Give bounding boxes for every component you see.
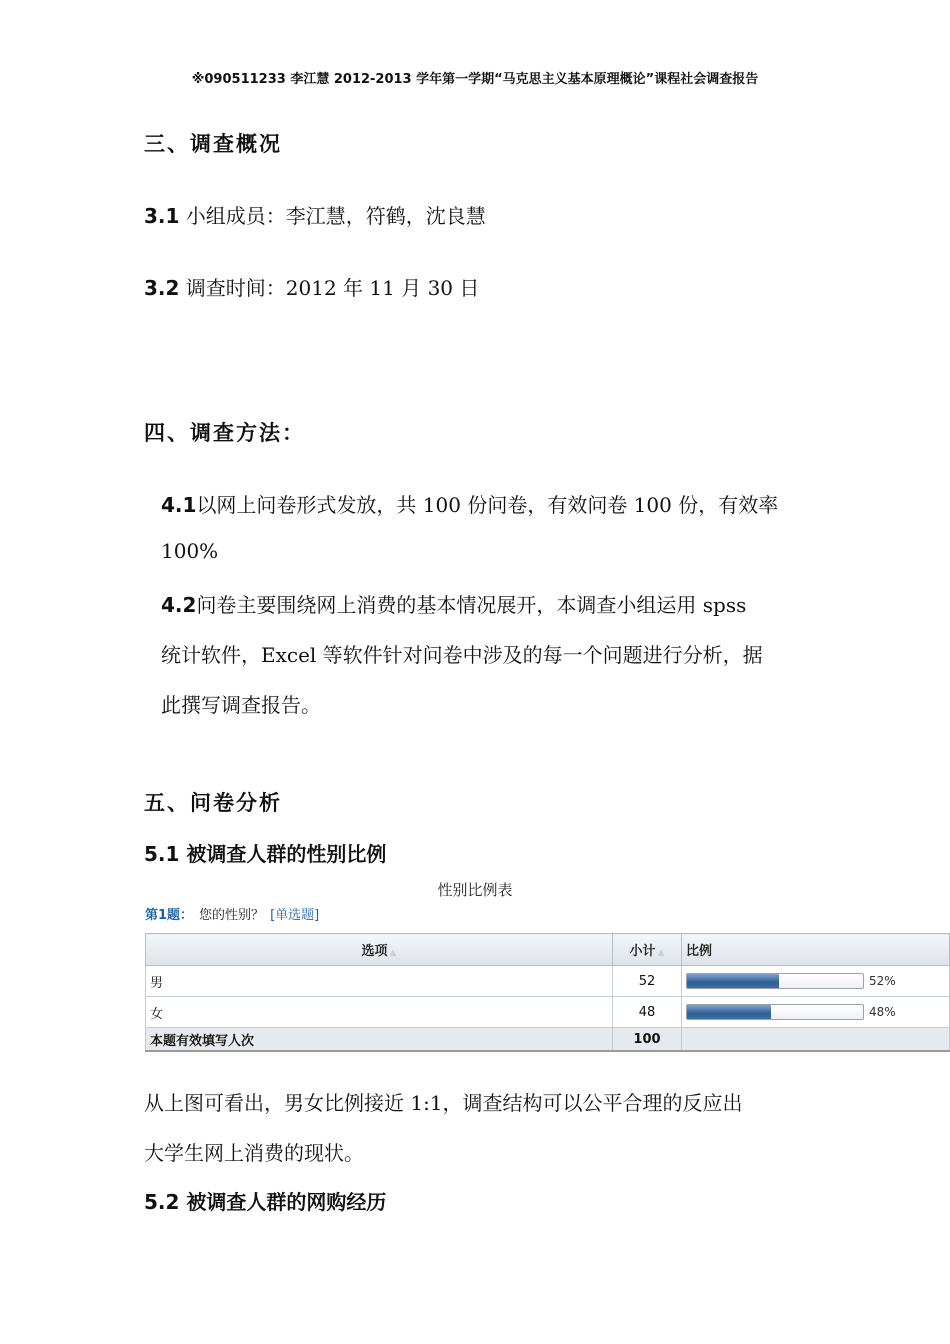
method-text: 以网上问卷形式发放，共 100 份问卷，有效问卷 100 份，有效率 [196, 493, 779, 517]
table-row [146, 966, 950, 997]
sort-icon: ▲ [657, 948, 665, 958]
members-text: 小组成员：李江慧，符鹤，沈良慧 [185, 204, 486, 228]
header-ratio: 比例 [682, 934, 950, 966]
progress-bar [686, 1004, 864, 1020]
header-count[interactable]: 小计 ▲ [613, 934, 682, 966]
gender-ratio-table [145, 933, 950, 1052]
question-number: 第1题： [145, 908, 194, 923]
question-text: 您的性别？ [199, 908, 265, 923]
option-count: 48 [613, 997, 682, 1028]
total-empty [682, 1028, 950, 1052]
conclusion-line2: 大学生网上消费的现状。 [144, 1141, 364, 1165]
table-row [146, 997, 950, 1028]
paragraph-4-1-line1 [161, 489, 778, 518]
table-caption: 性别比例表 [437, 881, 513, 899]
ratio-cell [682, 966, 950, 997]
section-5-title: 五、问卷分析 [144, 791, 282, 815]
subsection-5-2: 5.2 被调查人群的网购经历 [144, 1190, 387, 1214]
item-number: 3.1 [144, 204, 180, 228]
paragraph-3-1 [144, 200, 486, 229]
item-number: 4.2 [161, 593, 197, 617]
percent-label: 52% [869, 974, 896, 988]
question-type: [单选题] [270, 908, 320, 923]
question-line [145, 904, 319, 923]
conclusion-line1: 从上图可看出，男女比例接近 1:1，调查结构可以公平合理的反应出 [144, 1091, 743, 1115]
progress-bar [686, 973, 864, 989]
paragraph-4-1-line2: 100% [161, 539, 219, 563]
option-label: 男 [146, 966, 613, 997]
paragraph-4-2-line1 [161, 589, 746, 618]
header-option[interactable]: 选项 ▲ [146, 934, 613, 966]
analysis-text: 问卷主要围绕网上消费的基本情况展开，本调查小组运用 spss [196, 593, 747, 617]
option-label: 女 [146, 997, 613, 1028]
progress-fill [687, 974, 779, 988]
section-3-title: 三、调查概况 [144, 132, 282, 156]
option-count: 52 [613, 966, 682, 997]
percent-label: 48% [869, 1005, 896, 1019]
total-label: 本题有效填写人次 [146, 1028, 613, 1052]
subsection-5-1: 5.1 被调查人群的性别比例 [144, 842, 387, 866]
section-4-title: 四、调查方法： [144, 421, 305, 445]
table-total-row [146, 1028, 950, 1052]
date-text: 调查时间：2012 年 11 月 30 日 [185, 276, 480, 300]
progress-fill [687, 1005, 771, 1019]
page-header: ※090511233 李江慧 2012-2013 学年第一学期“马克思主义基本原理概论”课程社会调查报告 [191, 72, 759, 87]
item-number: 4.1 [161, 493, 197, 517]
sort-icon: ▲ [389, 948, 397, 958]
item-number: 3.2 [144, 276, 180, 300]
paragraph-4-2-line2: 统计软件，Excel 等软件针对问卷中涉及的每一个问题进行分析，据 [161, 643, 763, 667]
total-count: 100 [613, 1028, 682, 1052]
ratio-cell [682, 997, 950, 1028]
paragraph-3-2 [144, 272, 479, 301]
paragraph-4-2-line3: 此撰写调查报告。 [161, 693, 321, 717]
